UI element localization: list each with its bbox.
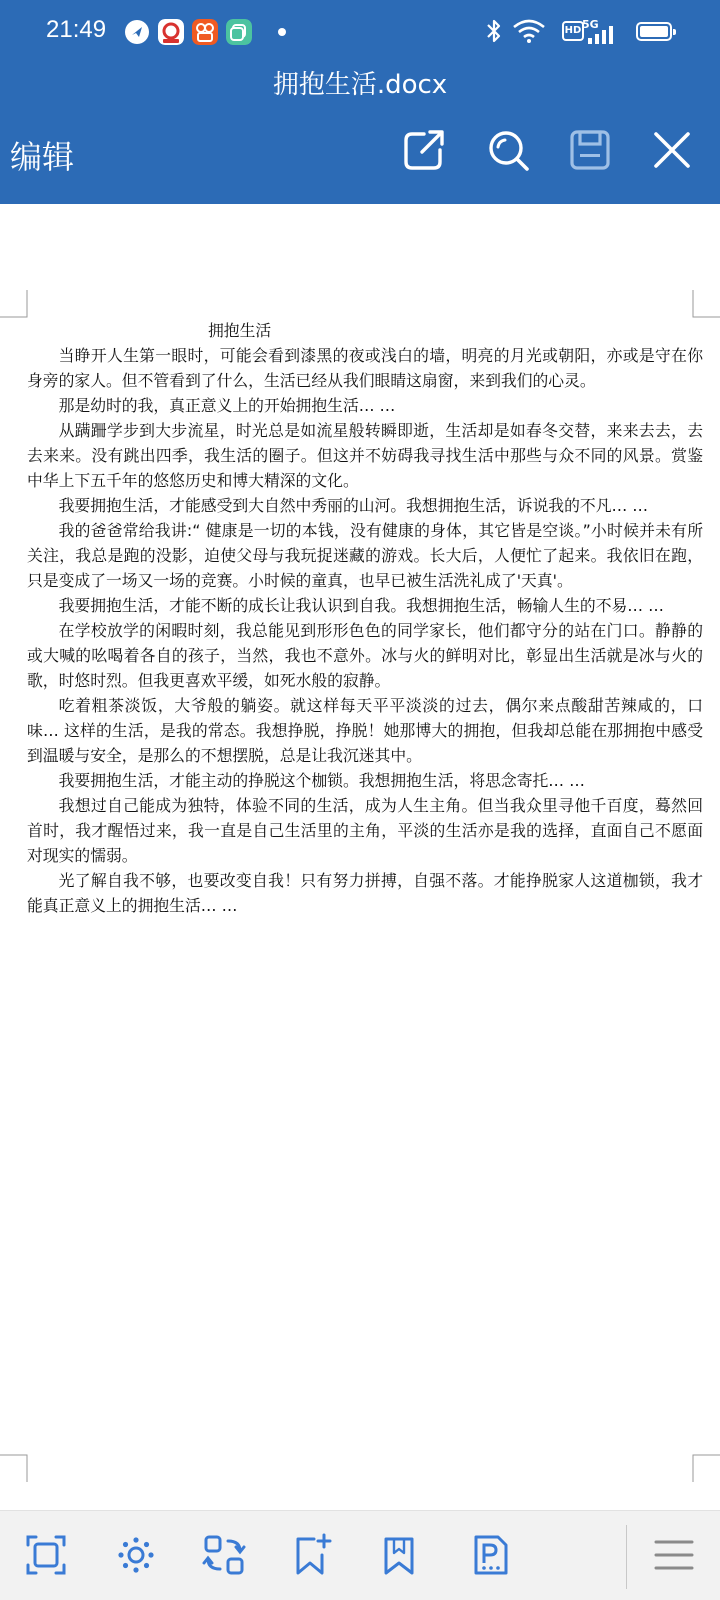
signal-icon — [586, 26, 614, 44]
layout-icon[interactable] — [202, 1533, 246, 1577]
notification-app-icon — [158, 19, 184, 45]
bottom-toolbar — [0, 1510, 720, 1600]
hd-badge: HD — [562, 21, 584, 41]
document-title: 拥抱生活.docx — [272, 70, 448, 100]
paragraph: 我要拥抱生活，才能主动的挣脱这个枷锁。我想拥抱生活，将思念寄托… … — [58, 771, 585, 790]
search-icon[interactable] — [484, 126, 532, 174]
close-icon[interactable] — [648, 126, 696, 174]
reading-mode-icon[interactable] — [468, 1533, 512, 1577]
app-header — [0, 0, 720, 204]
paragraph: 那是幼时的我，真正意义上的开始拥抱生活… … — [58, 396, 396, 415]
document-page[interactable] — [0, 204, 720, 1510]
brightness-icon[interactable] — [114, 1533, 158, 1577]
paragraph: 吃着粗茶淡饭，大爷般的躺姿。就这样每天平平淡淡的过去，偶尔来点酸甜苦辣咸的，口味… 这样的生活，是我的常态。我想挣脱，挣脱！她那博大的拥抱，但我却总能在那拥抱中感受到温暖与安全，是那么的不想摆脱，总是让我沉迷其中。 — [27, 696, 703, 765]
fit-screen-icon[interactable] — [24, 1533, 68, 1577]
paragraph: 从蹒跚学步到大步流星，时光总是如流星般转瞬即逝，生活却是如春冬交替，来来去去，去去来来。没有跳出四季，我生活的圈子。但这并不妨碍我寻找生活中那些与众不同的风景。赏鉴中华上下五千年的悠悠历史和博大精深的文化。 — [27, 421, 703, 490]
paragraph: 在学校放学的闲暇时刻，我总能见到形形色色的同学家长，他们都守分的站在门口。静静的或大喊的吆喝着各自的孩子，当然，我也不意外。冰与火的鲜明对比，彰显出生活就是冰与火的歌，时悠时烈。但我更喜欢平缓，如死水般的寂静。 — [27, 621, 703, 690]
paragraph: 光了解自我不够，也要改变自我！只有努力拼搏，自强不落。才能挣脱家人这道枷锁，我才能真正意义上的拥抱生活… … — [27, 871, 703, 915]
bluetooth-icon — [484, 18, 504, 44]
battery-icon — [636, 22, 672, 41]
page-corner-mark — [0, 1454, 28, 1482]
toolbar-divider — [626, 1525, 627, 1589]
paragraph: 我想过自己能成为独特，体验不同的生活，成为人生主角。但当我众里寻他千百度，蓦然回首时，我才醒悟过来，我一直是自己生活里的主角，平淡的生活亦是我的选择，直面自己不愿面对现实的懦弱。 — [27, 796, 703, 865]
paragraph: 我的爸爸常给我讲:“ 健康是一切的本钱，没有健康的身体，其它皆是空谈。”小时候并未有所关注，我总是跑的没影，迫使父母与我玩捉迷藏的游戏。长大后，人便忙了起来。我依旧在跑，只是变成了一场又一场的竞赛。小时候的童真，也早已被生活洗礼成了'天真'。 — [27, 521, 703, 590]
page-corner-mark — [0, 290, 28, 318]
page-corner-mark — [692, 290, 720, 318]
paragraph: 我要拥抱生活，才能感受到大自然中秀丽的山河。我想拥抱生活，诉说我的不凡… … — [58, 496, 649, 515]
notification-app-icon — [226, 19, 252, 45]
network-type: 5G — [582, 18, 599, 31]
paragraph: 当睁开人生第一眼时，可能会看到漆黑的夜或浅白的墙，明亮的月光或朝阳，亦或是守在你身旁的家人。但不管看到了什么，生活已经从我们眼睛这扇窗，来到我们的心灵。 — [27, 346, 703, 390]
status-bar — [0, 0, 720, 66]
page-corner-mark — [692, 1454, 720, 1482]
paragraph: 我要拥抱生活，才能不断的成长让我认识到自我。我想拥抱生活，畅输人生的不易… … — [58, 596, 664, 615]
status-time: 21:49 — [46, 16, 107, 43]
add-bookmark-icon[interactable] — [290, 1533, 334, 1577]
menu-icon[interactable] — [652, 1533, 696, 1577]
save-icon[interactable] — [566, 126, 614, 174]
document-body[interactable] — [27, 318, 703, 918]
notification-app-icon — [124, 19, 150, 45]
edit-button[interactable]: 编辑 — [10, 138, 75, 176]
more-notifications-dot — [278, 28, 286, 36]
bookmark-icon[interactable] — [378, 1533, 422, 1577]
wifi-icon — [512, 18, 546, 44]
document-heading: 拥抱生活 — [208, 321, 272, 340]
share-icon[interactable] — [400, 126, 448, 174]
notification-app-icon — [192, 19, 218, 45]
